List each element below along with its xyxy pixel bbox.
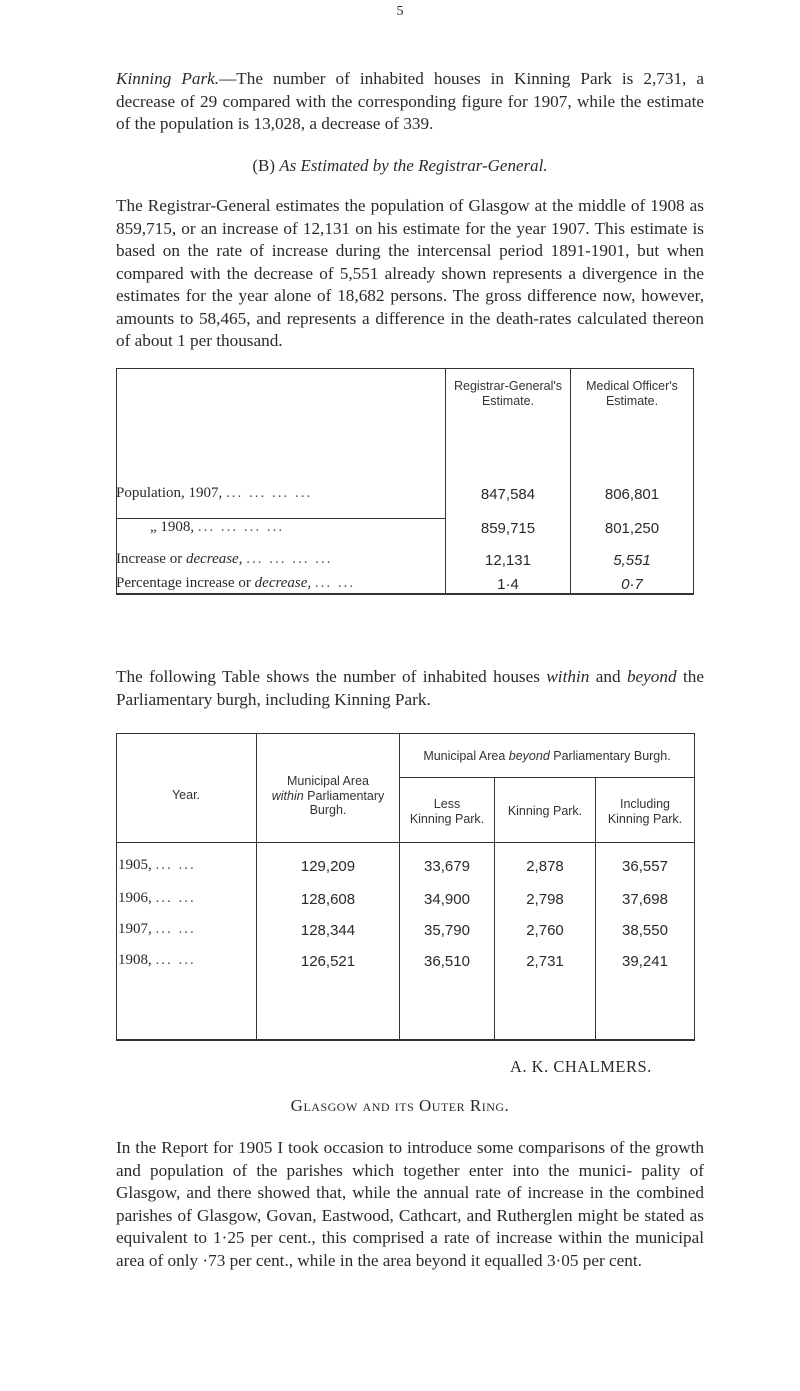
registrar-paragraph: The Registrar-General estimates the population of Glasgow at the middle of 1908 as 859,715, or an increase of 12,131 on his estimate for the year 1907. This estimate is based on the rate of increase during the intercensal period 1891-1901, but when compared with the decrease of 5,551 already shown represents a divergence in the estimates for the year alone of 18,682 persons. The gross difference now, however, amounts to 58,465, and represents a difference in the death-rates calculated thereon of about 1 per thousand. — [116, 196, 704, 350]
mo-value: 806,801 — [604, 486, 660, 503]
header-beyond: Municipal Area beyond Parliamentary Burgh. — [423, 749, 671, 763]
header-year: Year. — [171, 788, 201, 802]
less-cell: 36,510 — [424, 953, 470, 970]
year-cell: 1907, ... ... — [118, 921, 196, 937]
section-b-title: As Estimated by the Registrar-General. — [279, 156, 548, 175]
kp-cell: 2,878 — [526, 858, 564, 875]
houses-table — [116, 733, 695, 1040]
row-label: „ 1908, ... ... ... ... — [150, 519, 285, 535]
intro-paragraph — [116, 68, 704, 136]
row-label: Percentage increase or decrease, ... ... — [116, 575, 356, 591]
year-cell: 1905, ... ... — [118, 857, 196, 873]
within-cell: 128,608 — [300, 891, 356, 908]
incl-cell: 38,550 — [622, 922, 668, 939]
page-number: 5 — [396, 4, 404, 19]
less-cell: 34,900 — [424, 891, 470, 908]
intro-title: Kinning Park. — [116, 69, 220, 88]
mo-value: 801,250 — [604, 520, 660, 537]
kp-cell: 2,760 — [526, 922, 564, 939]
following-paragraph: The following Table shows the number of inhabited houses within and beyond the Parliamentary burgh, including Kinning Park. — [116, 667, 704, 709]
report-paragraph: In the Report for 1905 I took occasion to introduce some comparisons of the growth and population of the parishes which together enter into the munici- pality of Glasgow, and there showed that, while the annual rate of increase in the combined parishes of Glasgow, Govan, Eastwood, Cathcart, and Rutherglen might be stated as equivalent to 1·25 per cent., this comprised a rate of increase within the municipal area of only ·73 per cent., while in the area beyond it equalled 3·05 per cent. — [116, 1138, 704, 1270]
header-within: Municipal Area within Parliamentary Burgh. — [271, 774, 385, 817]
within-cell: 128,344 — [300, 922, 356, 939]
less-cell: 35,790 — [424, 922, 470, 939]
rg-value: 847,584 — [480, 486, 536, 503]
within-cell: 126,521 — [300, 953, 356, 970]
header-registrar-estimate: Registrar-General's Estimate. — [454, 379, 562, 408]
year-cell: 1908, ... ... — [118, 952, 196, 968]
section-b-label: (B) — [252, 156, 276, 175]
incl-cell: 39,241 — [622, 953, 668, 970]
signature: A. K. CHALMERS. — [510, 1057, 652, 1076]
header-less-kinning: Less Kinning Park. — [409, 797, 485, 826]
rg-value: 859,715 — [480, 520, 536, 537]
header-including-kinning: Including Kinning Park. — [607, 797, 683, 826]
mo-value: 0·7 — [621, 576, 643, 593]
within-cell: 129,209 — [300, 858, 356, 875]
rg-value: 1·4 — [497, 576, 519, 593]
rg-value: 12,131 — [485, 552, 531, 569]
kp-cell: 2,731 — [526, 953, 564, 970]
less-cell: 33,679 — [424, 858, 470, 875]
header-kinning-park: Kinning Park. — [507, 804, 583, 818]
header-medical-officer-estimate: Medical Officer's Estimate. — [586, 379, 678, 408]
kp-cell: 2,798 — [526, 891, 564, 908]
estimate-table — [116, 368, 694, 594]
year-cell: 1906, ... ... — [118, 890, 196, 906]
incl-cell: 37,698 — [622, 891, 668, 908]
row-label: Population, 1907, ... ... ... ... — [116, 485, 313, 501]
intro-text: —The number of inhabited houses in Kinning Park is 2,731, a decrease of 29 compared with the corresponding figure for 1907, while the estimate of the population is 13,028, a decrease of 339. — [116, 69, 704, 133]
row-label: Increase or decrease, ... ... ... ... — [116, 551, 333, 567]
incl-cell: 36,557 — [622, 858, 668, 875]
section-glasgow-heading: Glasgow and its Outer Ring. — [290, 1096, 510, 1115]
section-b-heading — [0, 156, 800, 176]
mo-value: 5,551 — [613, 552, 651, 569]
